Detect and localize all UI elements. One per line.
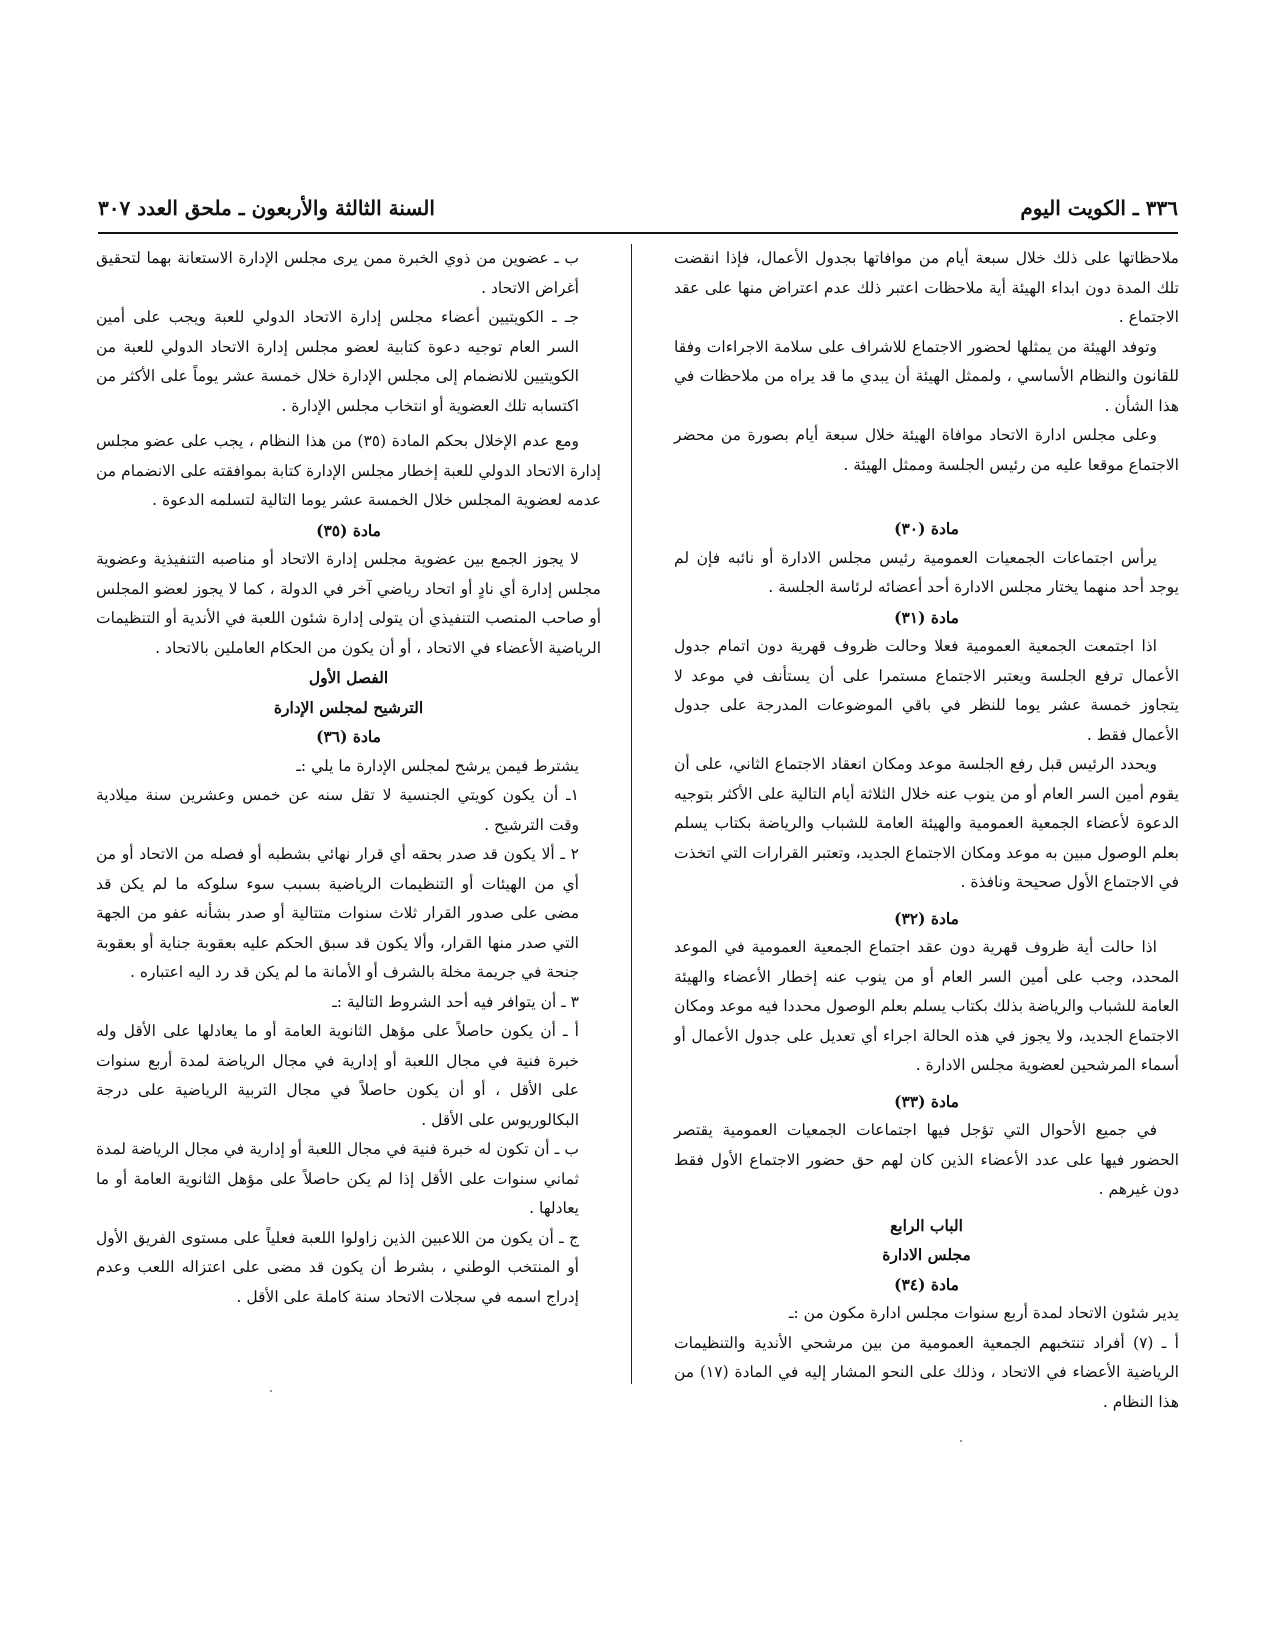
header-rule: [98, 232, 1178, 234]
condition-1: ١ـ أن يكون كويتي الجنسية لا تقل سنه عن خمس وعشرين سنة ميلادية وقت الترشيح .: [96, 786, 579, 834]
article-32-title: مادة (٣٢): [894, 908, 959, 928]
article-31-paragraph-2: ويحدد الرئيس قبل رفع الجلسة موعد ومكان انعقاد الاجتماع الثاني، على أن يقوم أمين السر العام أو من ينوب عنه خلال الثلاثة أيام التالية على الأكثر بتوجيه الدعوة لأعضاء الجمعية العمومية والهيئة العامة للشباب والرياضة بكتاب يسلم بعلم الوصول مبين به موعد ومكان الاجتماع الجديد، وتعتبر القرارات التي اتخذت في الاجتماع الأول صحيحة ونافذة .: [674, 755, 1179, 891]
right-column: [674, 244, 1179, 1417]
article-32-text: اذا حالت أية ظروف قهرية دون عقد اجتماع الجمعية العمومية في الموعد المحدد، وجب على أمين السر العام أو من ينوب عنه إخطار الأعضاء والهيئة العامة للشباب والرياضة بذلك بكتاب يسلم بعلم الوصول محددا فيه موعد ومكان الاجتماع الجديد، ولا يجوز في هذه الحالة اجراء أي تعديل على جدول الأعمال أو أسماء المرشحين لعضوية مجلس الادارة .: [674, 938, 1179, 1074]
article-34-intro: يدير شئون الاتحاد لمدة أربع سنوات مجلس ادارة مكون من :ـ: [788, 1304, 1179, 1322]
condition-3-a: أ ـ أن يكون حاصلاً على مؤهل الثانوية العامة أو ما يعادلها على الأقل وله خبرة فنية في مجال اللعبة أو إدارية في مجال الرياضة لمدة أربع سنوات على الأقل ، أو أن يكون حاصلاً في مجال التربية الرياضية على درجة البكالوريوس على الأقل .: [96, 1022, 579, 1129]
section-1-subtitle: الترشيح لمجلس الإدارة: [273, 697, 424, 717]
scan-speck: [270, 1390, 272, 1392]
article-34-item-b: ب ـ عضوين من ذوي الخبرة ممن يرى مجلس الإدارة الاستعانة بهما لتحقيق أغراض الاتحاد .: [96, 249, 579, 297]
paragraph: ومع عدم الإخلال بحكم المادة (٣٥) من هذا النظام ، يجب على عضو مجلس إدارة الاتحاد الدولي للعبة إخطار مجلس الإدارة كتابة بموافقته على الانضمام من عدمه لعضوية المجلس خلال الخمسة عشر يوما التالية لتسلمه الدعوة .: [96, 432, 601, 509]
paragraph: ملاحظاتها على ذلك خلال سبعة أيام من موافاتها بجدول الأعمال، فإذا انقضت تلك المدة دون ابداء الهيئة أية ملاحظات اعتبر ذلك عدم اعتراض منها على عقد الاجتماع .: [674, 249, 1179, 326]
condition-2: ٢ ـ ألا يكون قد صدر بحقه أي قرار نهائي بشطبه أو فصله من الاتحاد أو من أي من الهيئات أو التنظيمات الرياضية بسبب سوء سلوكه ما لم يكن قد مضى على صدور القرار ثلاث سنوات متتالية أو صدر بشأنه عفو من الجهة التي صدر منها القرار، وألا يكون قد سبق الحكم عليه بعقوبة جناية أو بعقوبة جنحة في جريمة مخلة بالشرف أو الأمانة ما لم يكن قد رد اليه اعتباره .: [96, 845, 579, 981]
condition-3-c: ج ـ أن يكون من اللاعبين الذين زاولوا اللعبة فعلياً على مستوى الفريق الأول أو المنتخب الوطني ، بشرط أن يكون قد مضى على اعتزاله اللعب وعدم إدراج اسمه في سجلات الاتحاد سنة كاملة على الأقل .: [96, 1228, 579, 1306]
header-page-title: ٣٣٦ ـ الكويت اليوم: [1020, 196, 1178, 220]
header-issue-info: السنة الثالثة والأربعون ـ ملحق العدد ٣٠٧: [98, 196, 435, 220]
article-33-title: مادة (٣٣): [894, 1091, 959, 1111]
article-34-item-a: أ ـ (٧) أفراد تنتخبهم الجمعية العمومية من بين مرشحي الأندية والتنظيمات الرياضية الأعضاء في الاتحاد ، وذلك على النحو المشار إليه في المادة (١٧) من هذا النظام .: [674, 1333, 1179, 1411]
article-35-title: مادة (٣٥): [316, 520, 381, 540]
article-30-title: مادة (٣٠): [894, 519, 959, 538]
chapter-4-title: الباب الرابع: [890, 1215, 963, 1235]
condition-3-b: ب ـ أن تكون له خبرة فنية في مجال اللعبة أو إدارية في مجال الرياضة لمدة ثماني سنوات على الأقل إذا لم يكن حاصلاً على مؤهل الثانوية العامة أو ما يعادلها .: [96, 1140, 579, 1217]
scan-speck: [960, 1440, 962, 1442]
article-34-item-c: جـ ـ الكويتيين أعضاء مجلس إدارة الاتحاد الدولي للعبة ويجب على أمين السر العام توجيه دعوة كتابية لعضو مجلس إدارة الاتحاد الدولي للعبة من الكويتيين للانضمام إلى مجلس الإدارة خلال خمسة عشر يوماً على الأكثر من اكتسابه تلك العضوية أو انتخاب مجلس الإدارة .: [96, 308, 579, 415]
left-column: [96, 244, 601, 1312]
article-34-title: مادة (٣٤): [894, 1274, 959, 1294]
paragraph: وتوفد الهيئة من يمثلها لحضور الاجتماع للاشراف على سلامة الاجراءات وفقا للقانون والنظام الأساسي ، ولممثل الهيئة أن يبدي ما قد يراه من ملاحظات في هذا الشأن .: [674, 337, 1179, 415]
article-31-title: مادة (٣١): [894, 607, 959, 627]
article-33-text: في جميع الأحوال التي تؤجل فيها اجتماعات الجمعيات العمومية يقتصر الحضور فيها على عدد الأعضاء الذين كان لهم حق حضور الاجتماع الأول فقط دون غيرهم .: [674, 1121, 1179, 1198]
section-1-title: الفصل الأول: [308, 668, 389, 687]
article-31-paragraph-1: اذا اجتمعت الجمعية العمومية فعلا وحالت ظروف قهرية دون اتمام جدول الأعمال ترفع الجلسة ويعتبر الاجتماع مستمرا على أن يستأنف في موعد لا يتجاوز خمسة عشر يوما للنظر في باقي الموضوعات المدرجة على جدول الأعمال فقط .: [674, 637, 1179, 744]
paragraph: وعلى مجلس ادارة الاتحاد موافاة الهيئة خلال سبعة أيام بصورة من محضر الاجتماع موقعا عليه من رئيس الجلسة وممثل الهيئة .: [674, 426, 1179, 474]
article-36-title: مادة (٣٦): [316, 727, 381, 746]
article-35-text: لا يجوز الجمع بين عضوية مجلس إدارة الاتحاد أو مناصبه التنفيذية وعضوية مجلس إدارة أي نادٍ أو اتحاد رياضي آخر في الدولة ، كما لا يجوز لعضو المجلس أو صاحب المنصب التنفيذي أن يتولى إدارة شئون اللعبة في الأندية أو التنظيمات الرياضية الأعضاء في الاتحاد ، أو أن يكون من الحكام العاملين بالاتحاد .: [96, 550, 601, 657]
article-36-intro: يشترط فيمن يرشح لمجلس الإدارة ما يلي :ـ: [296, 756, 579, 775]
column-divider: [631, 244, 632, 1384]
chapter-4-subtitle: مجلس الادارة: [882, 1245, 971, 1264]
page-header: [98, 196, 1178, 226]
condition-3: ٣ ـ أن يتوافر فيه أحد الشروط التالية :ـ: [332, 992, 579, 1011]
article-30-text: يرأس اجتماعات الجمعيات العمومية رئيس مجلس الادارة أو نائبه فإن لم يوجد أحد منهما يختار مجلس الادارة أحد أعضائه لرئاسة الجلسة .: [674, 548, 1179, 596]
